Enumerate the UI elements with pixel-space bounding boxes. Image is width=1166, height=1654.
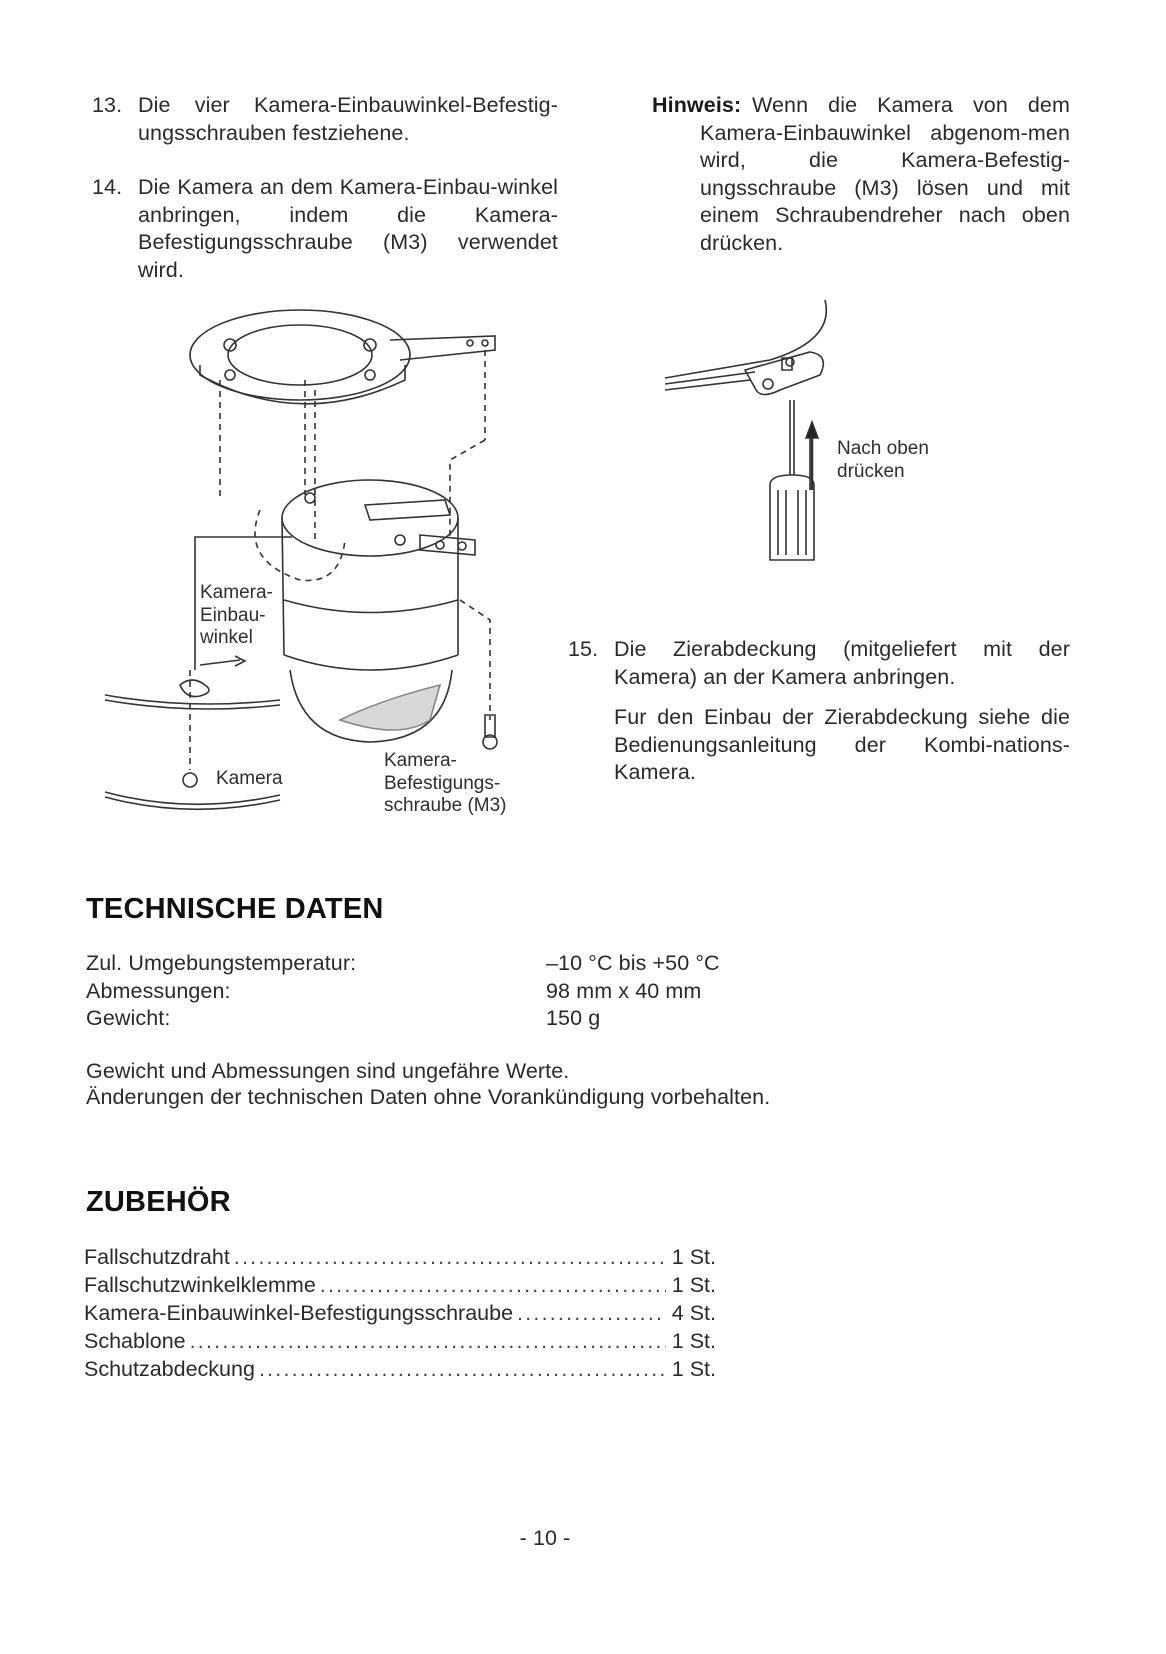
camera-label: Kamera	[216, 768, 283, 789]
list-item	[84, 1301, 716, 1329]
bracket-label: Kamera-Einbau-winkel	[200, 582, 273, 648]
step-13	[92, 92, 558, 147]
tech-key: Gewicht:	[86, 1006, 171, 1030]
step-number: 14.	[92, 175, 123, 199]
hint-label: Hinweis:	[652, 93, 742, 117]
leader-dots	[259, 1357, 666, 1382]
step-text: Die Kamera an dem Kamera-Einbau-winkel anbringen, indem die Kamera-Befestigungsschraube (M3) verwendet wird.	[138, 175, 558, 282]
tech-row	[86, 1005, 786, 1033]
step-number: 15.	[568, 637, 599, 661]
accessory-name: Schutzabdeckung	[84, 1357, 255, 1381]
accessory-qty: 4 St.	[671, 1301, 716, 1325]
accessory-qty: 1 St.	[671, 1357, 716, 1381]
tech-note-2: Änderungen der technischen Daten ohne Vorankündigung vorbehalten.	[86, 1085, 771, 1109]
list-item	[84, 1357, 716, 1385]
push-up-label: Nach oben drücken	[837, 438, 929, 482]
list-item	[84, 1329, 716, 1357]
tech-note-1: Gewicht und Abmessungen sind ungefähre Werte.	[86, 1059, 570, 1083]
screw-label: Kamera-Befestigungs-schraube (M3)	[384, 750, 507, 816]
step-text: Die Zierabdeckung (mitgeliefert mit der Kamera) an der Kamera anbringen.	[614, 637, 1070, 689]
accessory-qty: 1 St.	[671, 1245, 716, 1269]
list-item	[84, 1245, 716, 1273]
page-number: - 10 -	[519, 1526, 571, 1550]
tech-heading: TECHNISCHE DATEN	[86, 893, 384, 925]
accessory-name: Fallschutzdraht	[84, 1245, 230, 1269]
hint-note	[652, 92, 1070, 257]
leader-dots	[234, 1245, 666, 1270]
step-15-extra: Fur den Einbau der Zierabdeckung siehe die Bedienungsanleitung der Kombi-nations-Kamera.	[614, 705, 1070, 784]
tech-table	[86, 950, 786, 1033]
accessory-qty: 1 St.	[671, 1329, 716, 1353]
accessory-qty: 1 St.	[671, 1273, 716, 1297]
step-14	[92, 174, 558, 284]
step-text: Die vier Kamera-Einbauwinkel-Befestig-ungsschrauben festziehene.	[138, 93, 558, 145]
tech-key: Zul. Umgebungstemperatur:	[86, 951, 357, 975]
leader-dots	[190, 1329, 666, 1354]
step-15	[568, 636, 1070, 691]
accessories-list	[84, 1245, 716, 1385]
hint-text: Wenn die Kamera von dem Kamera-Einbauwinkel abgenom-men wird, die Kamera-Befestig-ungsschraube (M3) lösen und mit einem Schraubendreher nach oben drücken.	[700, 93, 1070, 255]
tech-key: Abmessungen:	[86, 978, 231, 1003]
step-number: 13.	[92, 93, 123, 117]
tech-row	[86, 978, 786, 1006]
leader-dots	[517, 1301, 666, 1326]
accessories-heading: ZUBEHÖR	[86, 1186, 231, 1218]
accessory-name: Fallschutzwinkelklemme	[84, 1273, 316, 1297]
tech-value: –10 °C bis +50 °C	[546, 951, 720, 975]
tech-value: 98 mm x 40 mm	[546, 978, 702, 1003]
accessory-name: Kamera-Einbauwinkel-Befestigungsschraube	[84, 1301, 514, 1325]
leader-dots	[320, 1273, 666, 1298]
list-item	[84, 1273, 716, 1301]
tech-value: 150 g	[546, 1006, 601, 1030]
tech-row	[86, 950, 786, 978]
accessory-name: Schablone	[84, 1329, 186, 1353]
